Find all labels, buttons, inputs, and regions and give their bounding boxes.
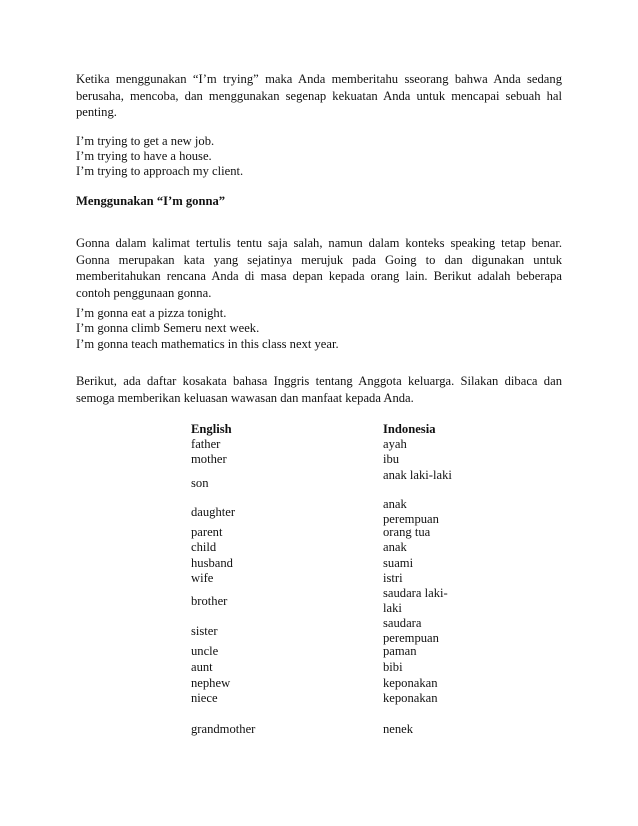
english-word: parent: [191, 525, 223, 539]
english-word: daughter: [191, 505, 236, 519]
indonesian-word: anak: [383, 540, 407, 554]
example-line: I’m trying to approach my client.: [76, 164, 244, 178]
indonesian-word: orang tua: [383, 525, 431, 539]
indonesian-word: anak laki-laki: [383, 468, 452, 482]
english-word: mother: [191, 452, 227, 466]
indonesian-word: saudara laki-laki: [383, 586, 448, 615]
indonesian-word: anak perempuan: [383, 497, 439, 526]
column-header-english: English: [191, 422, 232, 436]
intro-paragraph: Ketika menggunakan “I’m trying” maka Anda memberitahu sseorang bahwa Anda sedang berusaha, mencoba, dan menggunakan segenap kekuatan Anda untuk mencapai sebuah hal penting.: [76, 72, 562, 120]
english-word: nephew: [191, 676, 231, 690]
english-word: grandmother: [191, 722, 256, 736]
english-word: husband: [191, 556, 233, 570]
english-word: brother: [191, 594, 228, 608]
english-word: aunt: [191, 660, 213, 674]
indonesian-word: saudara perempuan: [383, 616, 439, 645]
indonesian-word: istri: [383, 571, 403, 585]
indonesian-word: paman: [383, 644, 417, 658]
english-word: father: [191, 437, 221, 451]
example-line: I’m trying to get a new job.: [76, 134, 215, 148]
gonna-paragraph: Gonna dalam kalimat tertulis tentu saja salah, namun dalam konteks speaking tetap benar. Gonna merupakan kata yang sejatinya merujuk pada Going to dan digunakan untuk memberitahukan rencana Anda di masa depan kepada orang lain. Berikut adalah beberapa contoh penggunaan gonna.: [76, 236, 562, 300]
indonesian-word: bibi: [383, 660, 403, 674]
indonesian-word: keponakan: [383, 676, 438, 690]
section-heading: Menggunakan “I’m gonna”: [76, 194, 226, 208]
vocab-intro-paragraph: Berikut, ada daftar kosakata bahasa Inggris tentang Anggota keluarga. Silakan dibaca dan semoga memberikan keluasan wawasan dan manfaat kepada Anda.: [76, 374, 562, 405]
indonesian-word: nenek: [383, 722, 414, 736]
column-header-indonesia: Indonesia: [383, 422, 436, 436]
indonesian-word: ibu: [383, 452, 400, 466]
indonesian-word: ayah: [383, 437, 407, 451]
english-word: wife: [191, 571, 214, 585]
english-word: son: [191, 476, 209, 490]
indonesian-word: suami: [383, 556, 414, 570]
english-word: child: [191, 540, 217, 554]
indonesian-word: keponakan: [383, 691, 438, 705]
example-line: I’m gonna teach mathematics in this class next year.: [76, 337, 339, 351]
english-word: uncle: [191, 644, 219, 658]
english-word: niece: [191, 691, 218, 705]
english-word: sister: [191, 624, 218, 638]
example-line: I’m trying to have a house.: [76, 149, 212, 163]
example-line: I’m gonna eat a pizza tonight.: [76, 306, 227, 320]
example-line: I’m gonna climb Semeru next week.: [76, 321, 260, 335]
